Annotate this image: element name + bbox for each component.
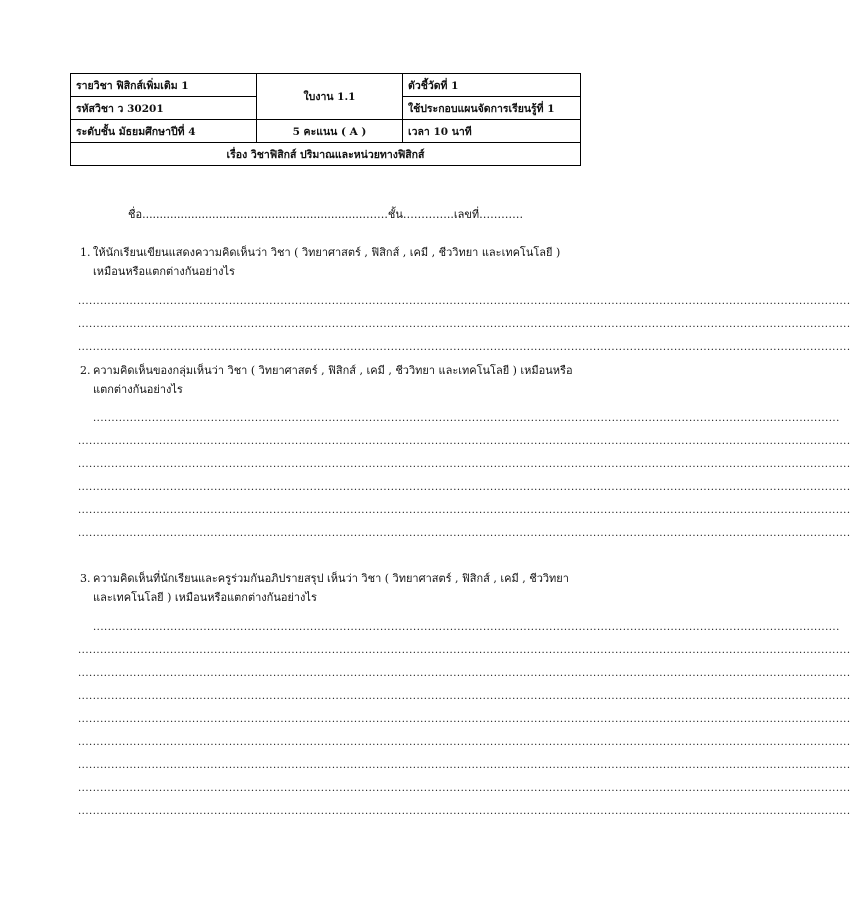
- question-1: [80, 243, 580, 281]
- answer-line[interactable]: ...........................................................................................................................................................................................................: [93, 413, 840, 424]
- topic-cell: เรื่อง วิชาฟิสิกส์ ปริมาณและหน่วยทางฟิสิกส์: [71, 143, 581, 166]
- answer-line[interactable]: ..................................................................................................................................................................................................................: [78, 296, 851, 307]
- answer-line[interactable]: ..................................................................................................................................................................................................................: [78, 459, 851, 470]
- question-3: [80, 569, 580, 607]
- subject-code-cell: รหัสวิชา ว 30201: [71, 97, 257, 120]
- question-2: [80, 361, 580, 399]
- answer-line[interactable]: ..................................................................................................................................................................................................................: [78, 319, 851, 330]
- answer-line[interactable]: ..................................................................................................................................................................................................................: [78, 342, 851, 353]
- lesson-plan-cell: ใช้ประกอบแผนจัดการเรียนรู้ที่ 1: [403, 97, 581, 120]
- answer-line[interactable]: ..................................................................................................................................................................................................................: [78, 482, 851, 493]
- question-number: 3.: [80, 572, 91, 585]
- score-cell: 5 คะแนน ( A ): [257, 120, 403, 143]
- question-text: ให้นักเรียนเขียนแสดงความคิดเห็นว่า วิชา ( วิทยาศาสตร์ , ฟิสิกส์ , เคมี , ชีววิทยา และเทคโนโลยี ) เหมือนหรือแตกต่างกันอย่างไร: [93, 246, 561, 278]
- answer-line[interactable]: ..................................................................................................................................................................................................................: [78, 691, 851, 702]
- answer-line[interactable]: ..................................................................................................................................................................................................................: [78, 714, 851, 725]
- question-text: ความคิดเห็นของกลุ่มเห็นว่า วิชา ( วิทยาศาสตร์ , ฟิสิกส์ , เคมี , ชีววิทยา และเทคโนโลยี ) เหมือนหรือแตกต่างกันอย่างไร: [93, 364, 573, 396]
- worksheet-title: ใบงาน 1.1: [257, 74, 403, 120]
- answer-line[interactable]: ..................................................................................................................................................................................................................: [78, 645, 851, 656]
- answer-line[interactable]: ..................................................................................................................................................................................................................: [78, 528, 851, 539]
- answer-line[interactable]: ..................................................................................................................................................................................................................: [78, 505, 851, 516]
- question-number: 2.: [80, 364, 91, 377]
- answer-line[interactable]: ..................................................................................................................................................................................................................: [78, 436, 851, 447]
- answer-line[interactable]: ...........................................................................................................................................................................................................: [93, 622, 840, 633]
- answer-line[interactable]: ..................................................................................................................................................................................................................: [78, 806, 851, 817]
- answer-line[interactable]: ..................................................................................................................................................................................................................: [78, 668, 851, 679]
- answer-line[interactable]: ..................................................................................................................................................................................................................: [78, 737, 851, 748]
- indicator-cell: ตัวชี้วัดที่ 1: [403, 74, 581, 97]
- student-info-line[interactable]: ชื่อ...............................................................…….ชั้น…………..เลขที่…………: [128, 208, 524, 221]
- grade-level-cell: ระดับชั้น มัธยมศึกษาปีที่ 4: [71, 120, 257, 143]
- subject-cell: รายวิชา ฟิสิกส์เพิ่มเติม 1: [71, 74, 257, 97]
- time-cell: เวลา 10 นาที: [403, 120, 581, 143]
- question-number: 1.: [80, 246, 91, 259]
- answer-line[interactable]: ..................................................................................................................................................................................................................: [78, 783, 851, 794]
- header-table: [70, 73, 581, 166]
- question-text: ความคิดเห็นที่นักเรียนและครูร่วมกันอภิปรายสรุป เห็นว่า วิชา ( วิทยาศาสตร์ , ฟิสิกส์ , เคมี , ชีววิทยา และเทคโนโลยี ) เหมือนหรือแตกต่างกันอย่างไร: [93, 572, 569, 604]
- answer-line[interactable]: ..................................................................................................................................................................................................................: [78, 760, 851, 771]
